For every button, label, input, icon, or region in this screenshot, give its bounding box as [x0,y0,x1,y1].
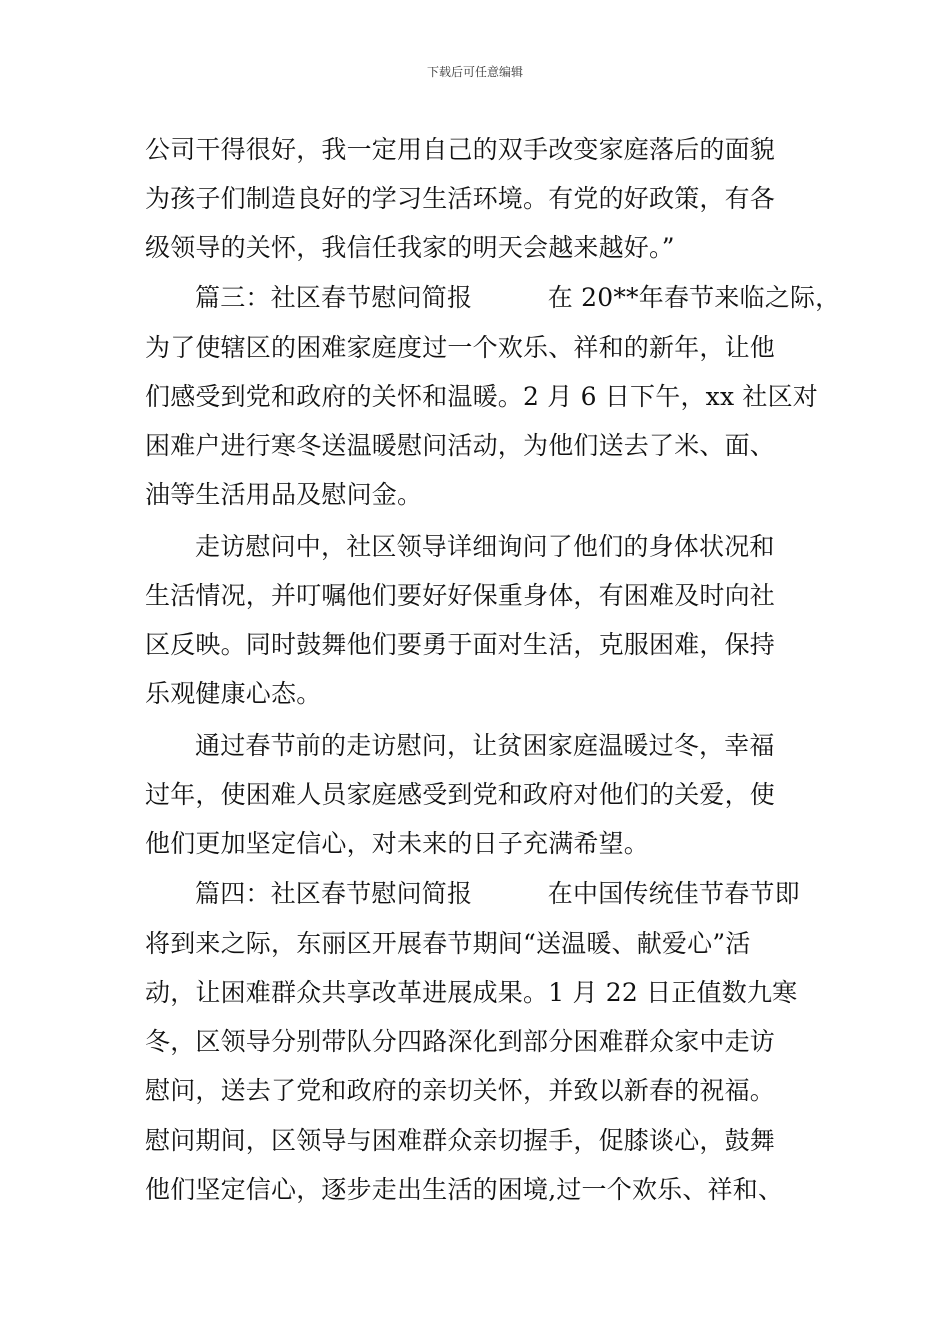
text-line: 将到来之际，东丽区开展春节期间“送温暖、献爱心”活 [145,929,751,958]
text-line: 慰问，送去了党和政府的亲切关怀，并致以新春的祝福。 [145,1076,776,1105]
text-line: 动，让困难群众共享改革进展成果。1 月 22 日正值数九寒 [145,978,798,1007]
text-line: 过年，使困难人员家庭感受到党和政府对他们的关爱，使 [145,780,776,809]
text-line: 困难户进行寒冬送温暖慰问活动，为他们送去了米、面、 [145,431,776,460]
text-line: 乐观健康心态。 [145,679,322,708]
text-line-paragraph-start: 走访慰问中，社区领导详细询问了他们的身体状况和 [195,532,775,561]
text-line: 他们坚定信心，逐步走出生活的困境,过一个欢乐、祥和、 [145,1175,784,1204]
text-line: 冬，区领导分别带队分四路深化到部分困难群众家中走访 [145,1027,776,1056]
text-line-section-heading: 篇三：社区春节慰问简报 在 20**年春节来临之际， [195,283,841,312]
text-line: 为孩子们制造良好的学习生活环境。有党的好政策，有各 [145,184,776,213]
text-line: 级领导的关怀，我信任我家的明天会越来越好。” [145,233,675,262]
text-line: 油等生活用品及慰问金。 [145,480,423,509]
text-line: 区反映。同时鼓舞他们要勇于面对生活，克服困难，保持 [145,630,776,659]
text-line: 他们更加坚定信心，对未来的日子充满希望。 [145,829,650,858]
text-line-section-heading: 篇四：社区春节慰问简报 在中国传统佳节春节即 [195,879,800,908]
text-line: 们感受到党和政府的关怀和温暖。2 月 6 日下午，xx 社区对 [145,382,818,411]
text-line: 公司干得很好，我一定用自己的双手改变家庭落后的面貌 [145,135,776,164]
page-header: 下载后可任意编辑 [426,65,523,79]
text-line: 生活情况，并叮嘱他们要好好保重身体，有困难及时向社 [145,581,776,610]
text-line-paragraph-start: 通过春节前的走访慰问，让贫困家庭温暖过冬，幸福 [195,731,775,760]
text-line: 慰问期间，区领导与困难群众亲切握手，促膝谈心，鼓舞 [145,1126,776,1155]
text-line: 为了使辖区的困难家庭度过一个欢乐、祥和的新年，让他 [145,333,776,362]
